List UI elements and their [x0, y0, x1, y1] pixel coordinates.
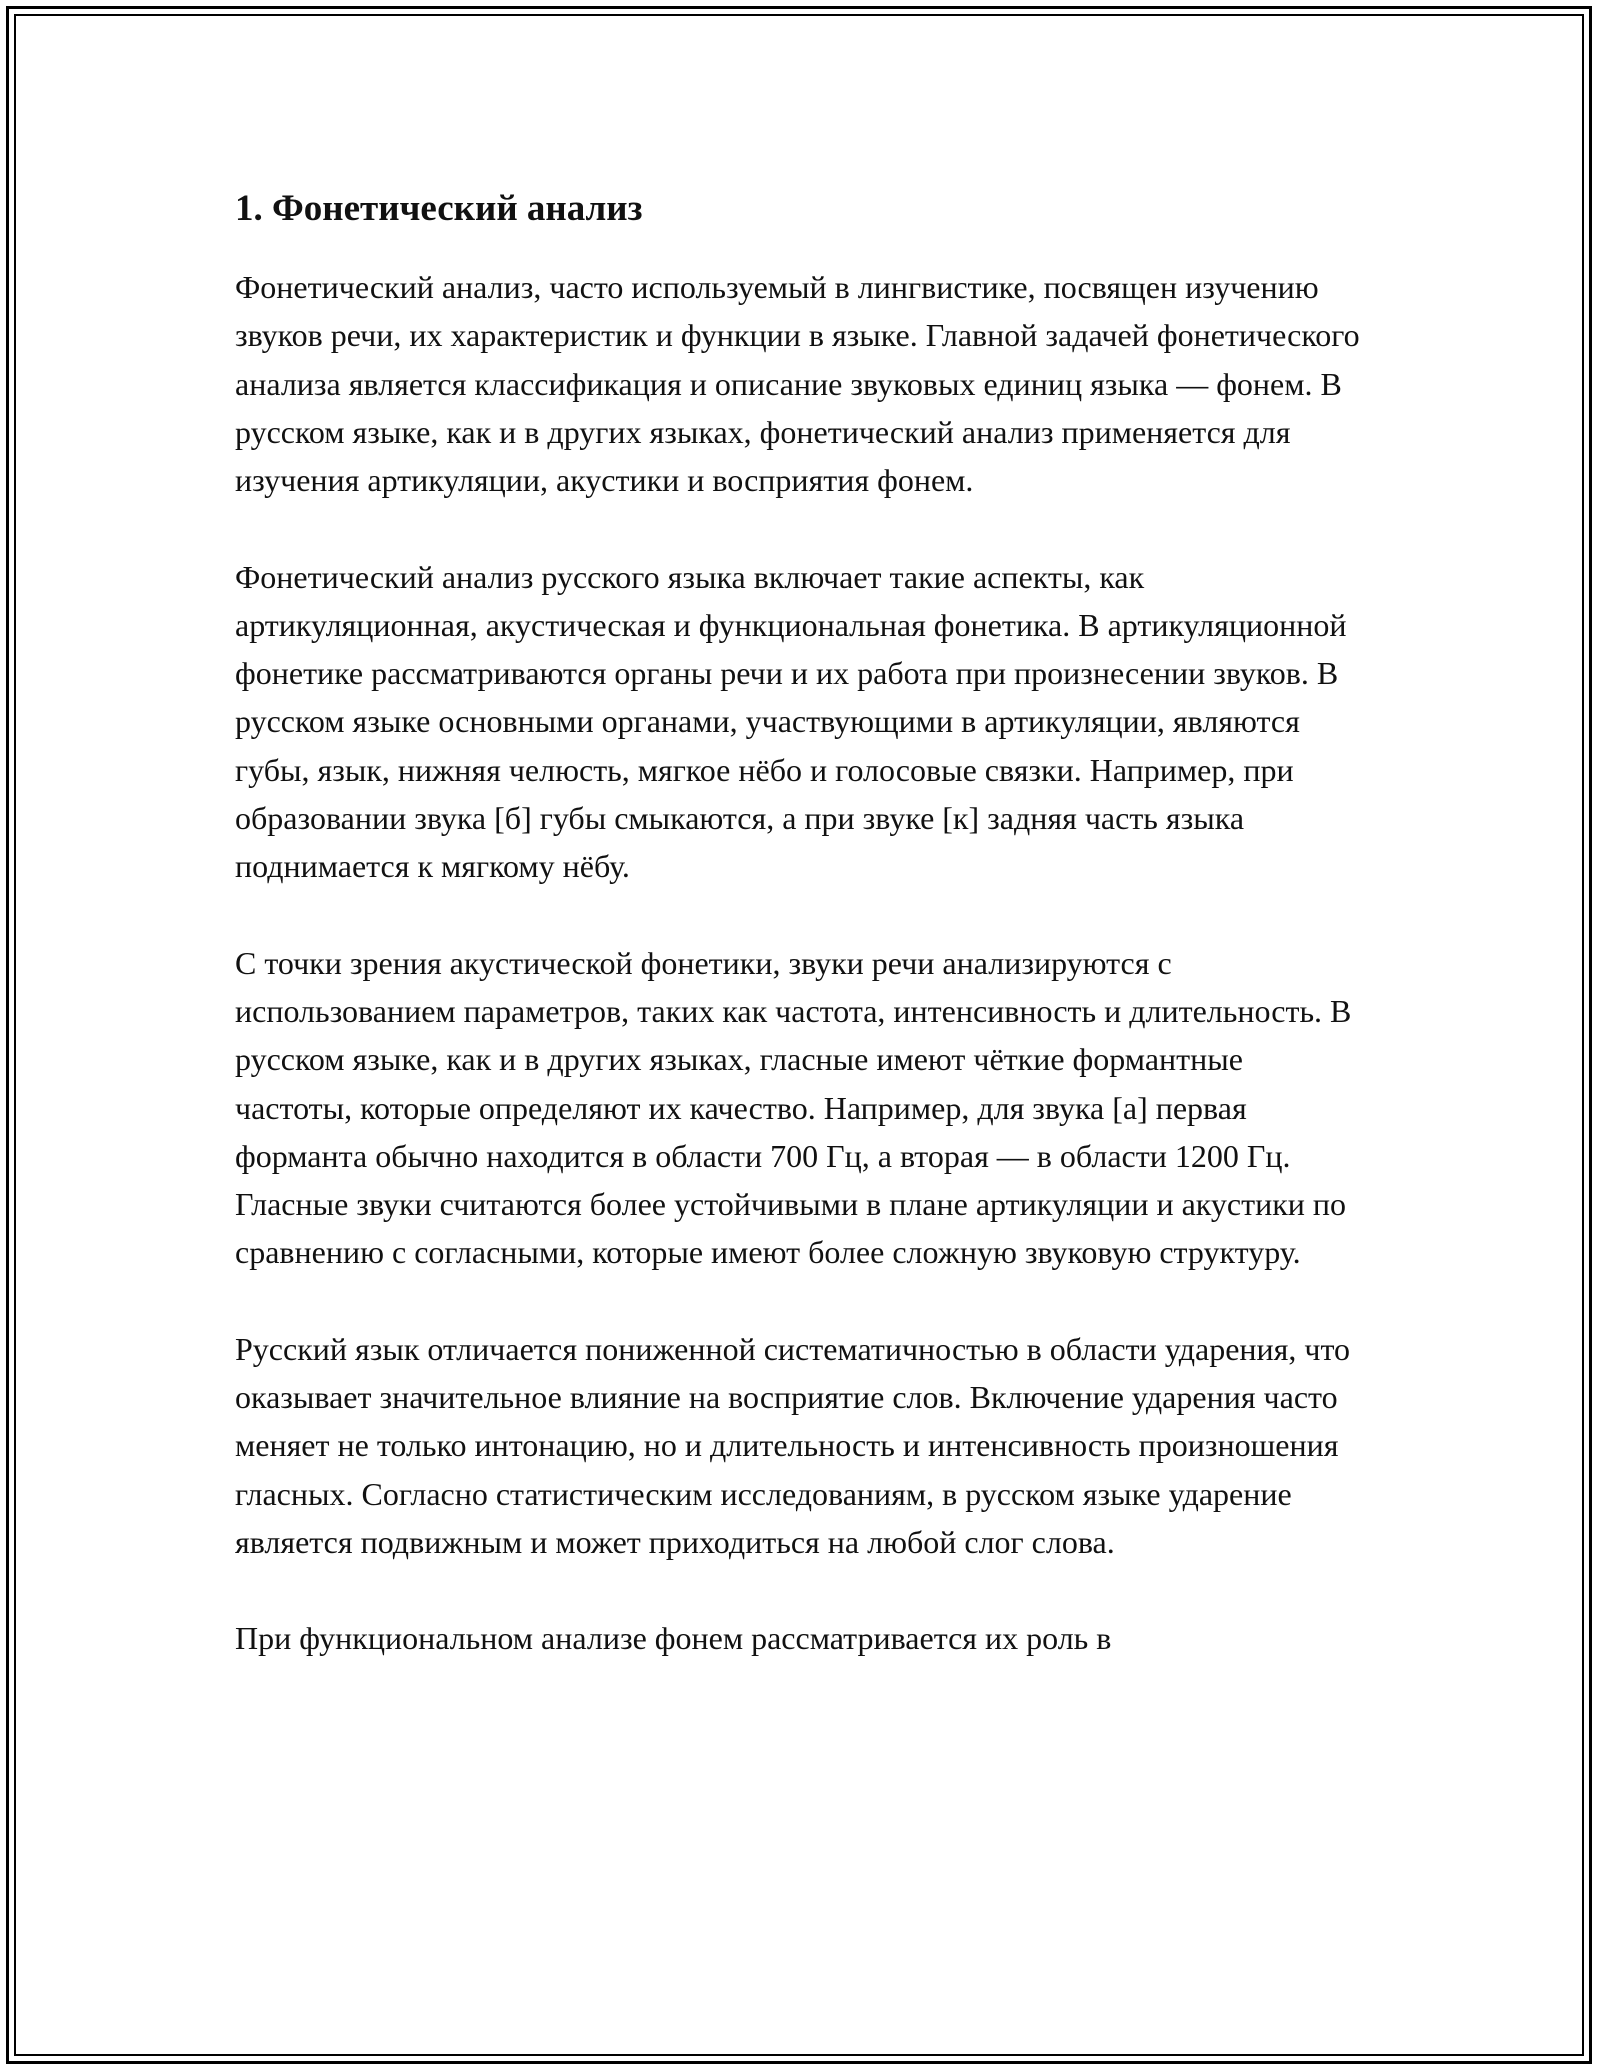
section-title: 1. Фонетический анализ: [235, 188, 643, 229]
paragraph-functional: При функциональном анализе фонем рассматривается их роль в: [235, 1620, 1112, 1657]
document-body: [235, 185, 1365, 1711]
paragraph-articulatory: Фонетический анализ русского языка включает такие аспекты, как артикуляционная, акустическая и функциональная фонетика. В артикуляционной фонетике рассматриваются органы речи и их работа при произнесении звуков. В русском языке основными органами, участвующими в артикуляции, являются губы, язык, нижняя челюсть, мягкое нёбо и голосовые связки. Например, при образовании звука [б] губы смыкаются, а при звуке [к] задняя часть языка поднимается к мягкому нёбу.: [235, 558, 1347, 885]
paragraph-acoustic: С точки зрения акустической фонетики, звуки речи анализируются с использованием параметров, таких как частота, интенсивность и длительность. В русском языке, как и в других языках, гласные имеют чёткие формантные частоты, которые определяют их качество. Например, для звука [а] первая форманта обычно находится в области 700 Гц, а вторая — в области 1200 Гц. Гласные звуки считаются более устойчивыми в плане артикуляции и акустики по сравнению с согласными, которые имеют более сложную звуковую структуру.: [235, 944, 1352, 1271]
paragraph-intro: Фонетический анализ, часто используемый в лингвистике, посвящен изучению звуков речи, их характеристик и функции в языке. Главной задачей фонетического анализа является классификация и описание звуковых единиц языка — фонем. В русском языке, как и в других языках, фонетический анализ применяется для изучения артикуляции, акустики и восприятия фонем.: [235, 269, 1360, 499]
paragraph-stress: Русский язык отличается пониженной систематичностью в области ударения, что оказывает значительное влияние на восприятие слов. Включение ударения часто меняет не только интонацию, но и длительность и интенсивность произношения гласных. Согласно статистическим исследованиям, в русском языке ударение является подвижным и может приходиться на любой слог слова.: [235, 1330, 1351, 1560]
